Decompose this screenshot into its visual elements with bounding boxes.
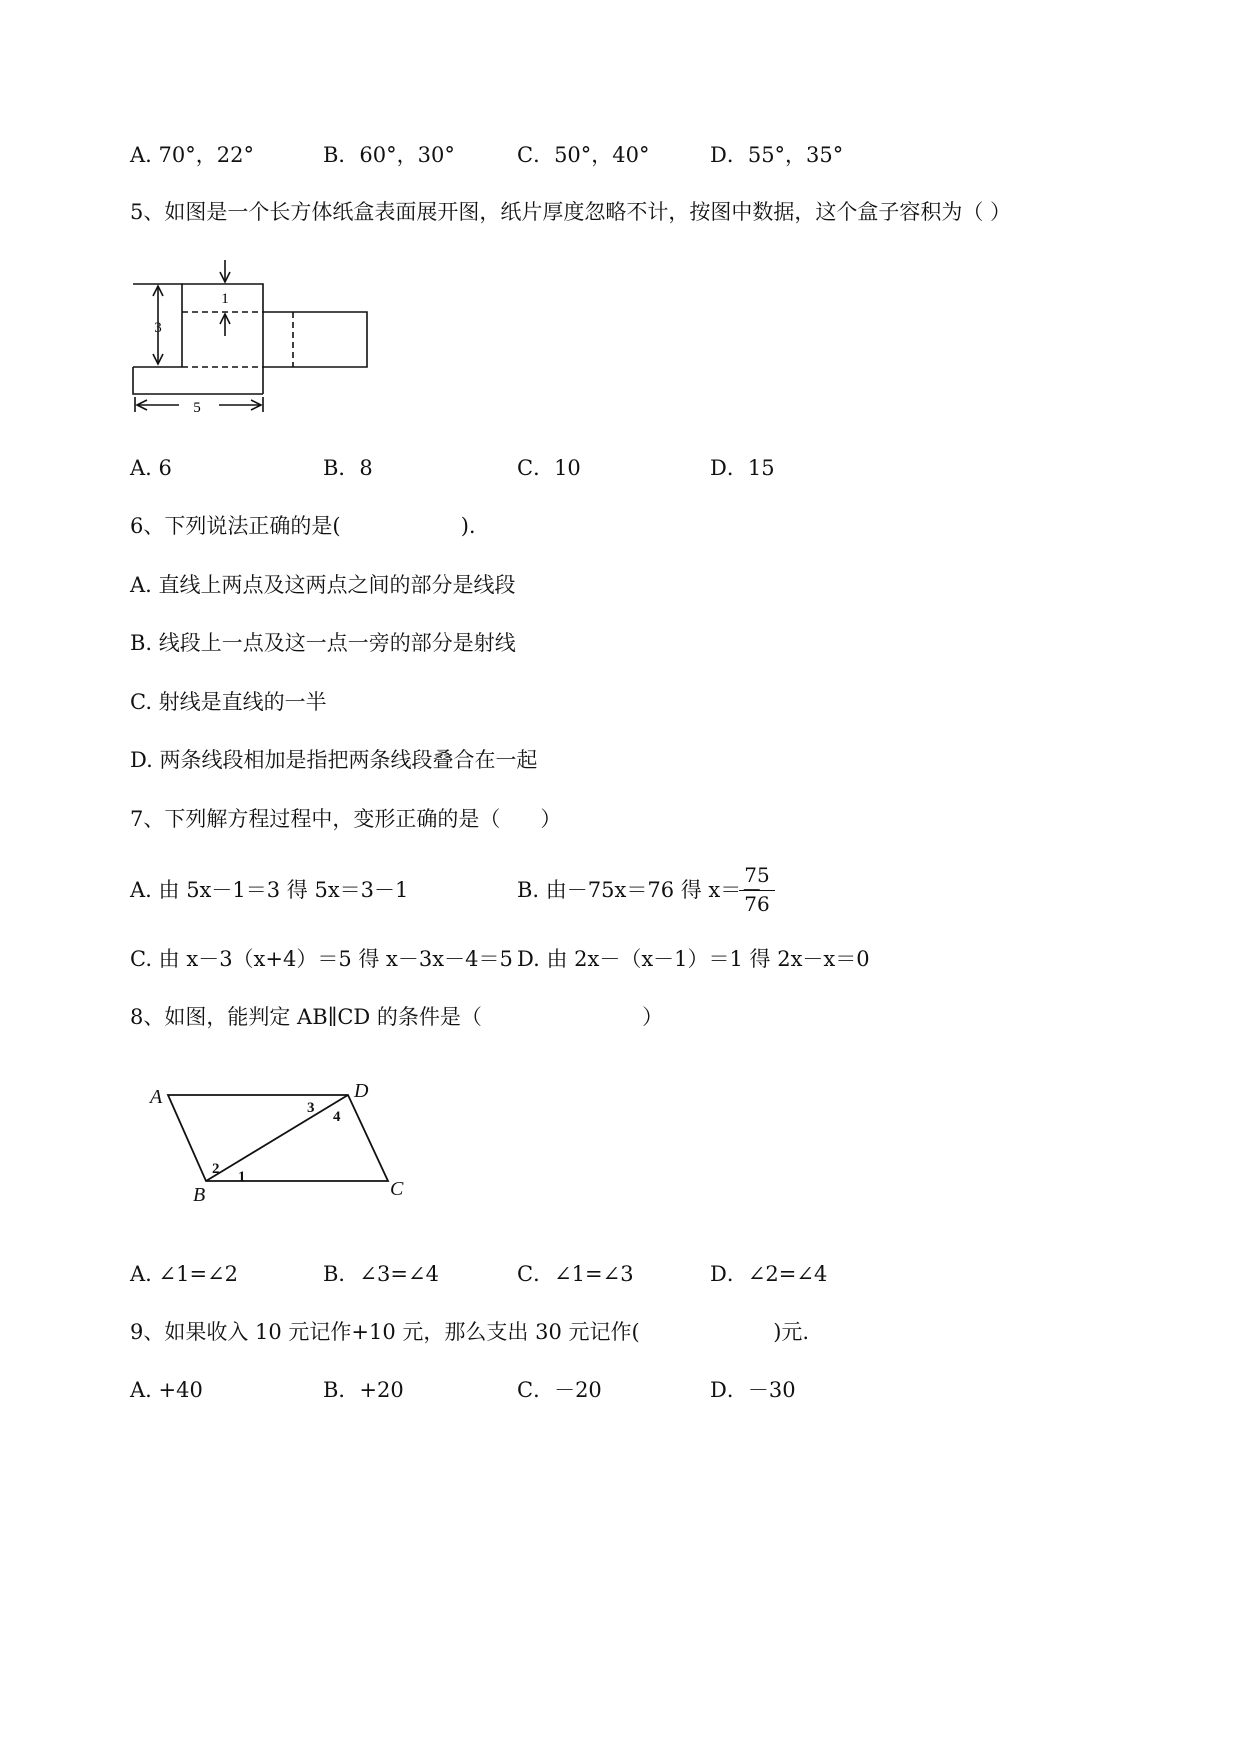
- q8-option-b: B．∠3=∠4: [323, 1262, 439, 1286]
- q8-label-D: D: [354, 1080, 369, 1102]
- q4-option-b: B．60°，30°: [323, 143, 455, 167]
- q9-option-a: A. +40: [130, 1378, 203, 1402]
- q8-angle-4: 4: [333, 1109, 341, 1125]
- q6-option-b: B. 线段上一点及这一点一旁的部分是射线: [130, 631, 516, 655]
- q9-option-b: B．+20: [323, 1378, 404, 1402]
- q5-option-d: D．15: [710, 456, 775, 480]
- q5-box-net-figure: [125, 252, 385, 422]
- q6-option-c: C. 射线是直线的一半: [130, 690, 327, 714]
- q8-angle-1: 1: [238, 1169, 246, 1185]
- q5-label-1: 1: [221, 291, 229, 307]
- q7-b-fraction-bar: [739, 890, 775, 891]
- q8-parallelogram-figure: [140, 1075, 420, 1210]
- q8-stem: 8、如图，能判定 AB∥CD 的条件是（ ）: [130, 1005, 664, 1029]
- q7-option-d: D. 由 2x－（x－1）＝1 得 2x－x＝0: [517, 947, 870, 971]
- q8-option-d: D．∠2=∠4: [710, 1262, 828, 1286]
- q9-stem: 9、如果收入 10 元记作+10 元，那么支出 30 元记作( )元.: [130, 1320, 810, 1344]
- q4-option-c: C．50°，40°: [517, 143, 650, 167]
- q7-option-a: A. 由 5x－1＝3 得 5x＝3－1: [130, 878, 409, 902]
- q5-option-c: C．10: [517, 456, 581, 480]
- q7-b-denominator: 76: [744, 892, 770, 916]
- q7-stem: 7、下列解方程过程中，变形正确的是（ ）: [130, 807, 562, 831]
- q5-option-b: B．8: [323, 456, 373, 480]
- q8-option-c: C．∠1=∠3: [517, 1262, 634, 1286]
- q5-option-a: A. 6: [130, 456, 172, 480]
- q7-option-b: B. 由－75x＝76 得 x＝－: [517, 878, 763, 902]
- q4-option-d: D．55°，35°: [710, 143, 844, 167]
- q8-label-C: C: [390, 1178, 404, 1200]
- q7-b-numerator: 75: [744, 863, 770, 887]
- q6-option-d: D. 两条线段相加是指把两条线段叠合在一起: [130, 748, 538, 772]
- q5-label-5: 5: [193, 400, 201, 416]
- q8-angle-3: 3: [307, 1100, 315, 1116]
- q9-option-d: D．－30: [710, 1378, 796, 1402]
- q9-option-c: C．－20: [517, 1378, 602, 1402]
- q7-option-c: C. 由 x－3（x+4）＝5 得 x－3x－4＝5: [130, 947, 513, 971]
- q8-label-B: B: [193, 1184, 206, 1206]
- q5-label-3: 3: [154, 320, 162, 336]
- q6-option-a: A. 直线上两点及这两点之间的部分是线段: [130, 573, 516, 597]
- q4-option-a: A. 70°，22°: [130, 143, 254, 167]
- q5-stem: 5、如图是一个长方体纸盒表面展开图，纸片厚度忽略不计，按图中数据，这个盒子容积为（ ）: [130, 200, 1012, 224]
- q6-stem: 6、下列说法正确的是( ).: [130, 514, 476, 538]
- q8-label-A: A: [150, 1086, 163, 1108]
- q8-angle-2: 2: [212, 1161, 220, 1177]
- q8-option-a: A. ∠1=∠2: [130, 1262, 239, 1286]
